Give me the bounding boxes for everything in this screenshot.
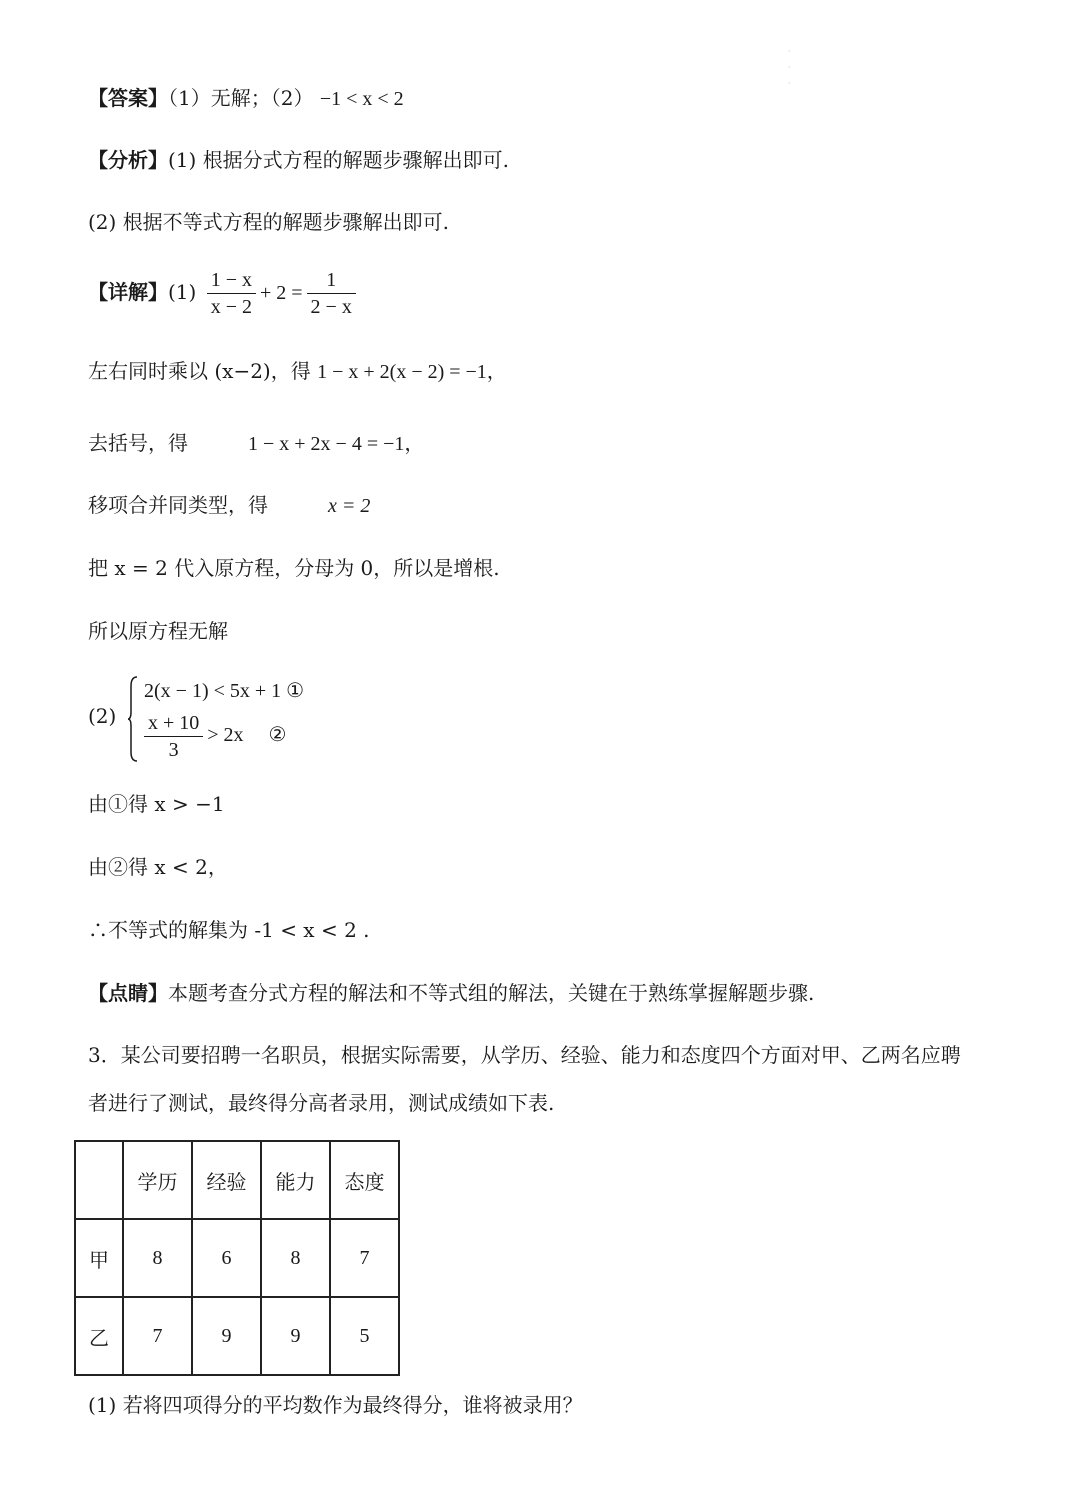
table-cell: 5 <box>330 1297 399 1375</box>
table-header-cell: 经验 <box>192 1141 261 1219</box>
step1-line <box>88 357 507 386</box>
conclusion-line: ∴不等式的解集为 -1 < x < 2 . <box>88 918 370 942</box>
fraction-right <box>307 267 356 320</box>
question3-line-2: 者进行了测试，最终得分高者录用，测试成绩如下表. <box>88 1091 555 1115</box>
step4-line: 把 x = 2 代入原方程，分母为 0，所以是增根. <box>88 556 500 580</box>
step3-math: x = 2 <box>328 495 371 517</box>
question3-sub1: (1) 若将四项得分的平均数作为最终得分，谁将被录用？ <box>88 1393 583 1417</box>
step3-line <box>88 491 370 520</box>
scan-dots: · · · <box>788 47 791 88</box>
table-header-cell: 能力 <box>261 1141 330 1219</box>
step3-text: 移项合并同类型，得 <box>88 493 268 517</box>
from2-line: 由②得 x < 2， <box>88 855 228 879</box>
brace-icon <box>128 676 138 762</box>
table-header-cell <box>75 1141 123 1219</box>
remark-line <box>88 979 814 1007</box>
table-row <box>75 1297 399 1375</box>
system-row-2-denominator: 3 <box>168 739 179 761</box>
table-cell: 甲 <box>75 1219 123 1297</box>
system-row-2 <box>144 710 287 763</box>
analysis-tag: 【分析】 <box>88 148 168 172</box>
equation-middle: + 2 = <box>259 282 303 304</box>
table-cell: 8 <box>123 1219 192 1297</box>
detail-part2-label: (2) <box>88 704 117 728</box>
table-cell: 7 <box>123 1297 192 1375</box>
score-table <box>74 1140 400 1376</box>
table-cell: 8 <box>261 1219 330 1297</box>
fraction-left-denominator: x − 2 <box>210 296 252 318</box>
table-cell: 乙 <box>75 1297 123 1375</box>
step2-text: 去括号，得 <box>88 431 188 455</box>
step1-text: 左右同时乘以 (x−2)，得 <box>88 359 311 383</box>
step2-line <box>88 429 424 458</box>
answer-part2: −1 < x < 2 <box>319 88 404 110</box>
question3-line-1: 3．某公司要招聘一名职员，根据实际需要，从学历、经验、能力和态度四个方面对甲、乙两名应聘 <box>88 1043 961 1067</box>
answer-tag: 【答案】 <box>88 86 168 110</box>
fraction-right-denominator: 2 − x <box>310 296 352 318</box>
step2-math: 1 − x + 2x − 4 = −1， <box>248 433 425 455</box>
table-row <box>75 1219 399 1297</box>
remark-tag: 【点睛】 <box>88 981 168 1005</box>
analysis-line-1 <box>88 146 509 174</box>
answer-line <box>88 84 404 113</box>
fraction-left <box>207 267 256 320</box>
system-row-2-rest: > 2x ② <box>207 724 287 747</box>
detail-part1-label: (1) <box>168 280 197 304</box>
step5-line: 所以原方程无解 <box>88 619 228 643</box>
detail-tag: 【详解】 <box>88 280 168 304</box>
system-row-2-numerator: x + 10 <box>144 710 203 737</box>
table-cell: 7 <box>330 1219 399 1297</box>
analysis-text-1: (1) 根据分式方程的解题步骤解出即可. <box>168 148 510 172</box>
table-header-cell: 学历 <box>123 1141 192 1219</box>
table-header-row <box>75 1141 399 1219</box>
detail-equation-line <box>88 264 360 321</box>
table-header-cell: 态度 <box>330 1141 399 1219</box>
system-row-1: 2(x − 1) < 5x + 1 ① <box>144 680 305 702</box>
answer-part1: （1）无解；（2） <box>168 86 314 110</box>
system-row-2-fraction <box>144 710 203 763</box>
fraction-right-numerator: 1 <box>307 267 356 294</box>
from1-line: 由①得 x > −1 <box>88 792 225 816</box>
remark-text: 本题考查分式方程的解法和不等式组的解法，关键在于熟练掌握解题步骤. <box>168 981 815 1005</box>
table-cell: 9 <box>192 1297 261 1375</box>
analysis-line-2: (2) 根据不等式方程的解题步骤解出即可. <box>88 210 450 234</box>
table-cell: 9 <box>261 1297 330 1375</box>
step1-math: 1 − x + 2(x − 2) = −1， <box>317 361 507 383</box>
fraction-left-numerator: 1 − x <box>207 267 256 294</box>
table-cell: 6 <box>192 1219 261 1297</box>
